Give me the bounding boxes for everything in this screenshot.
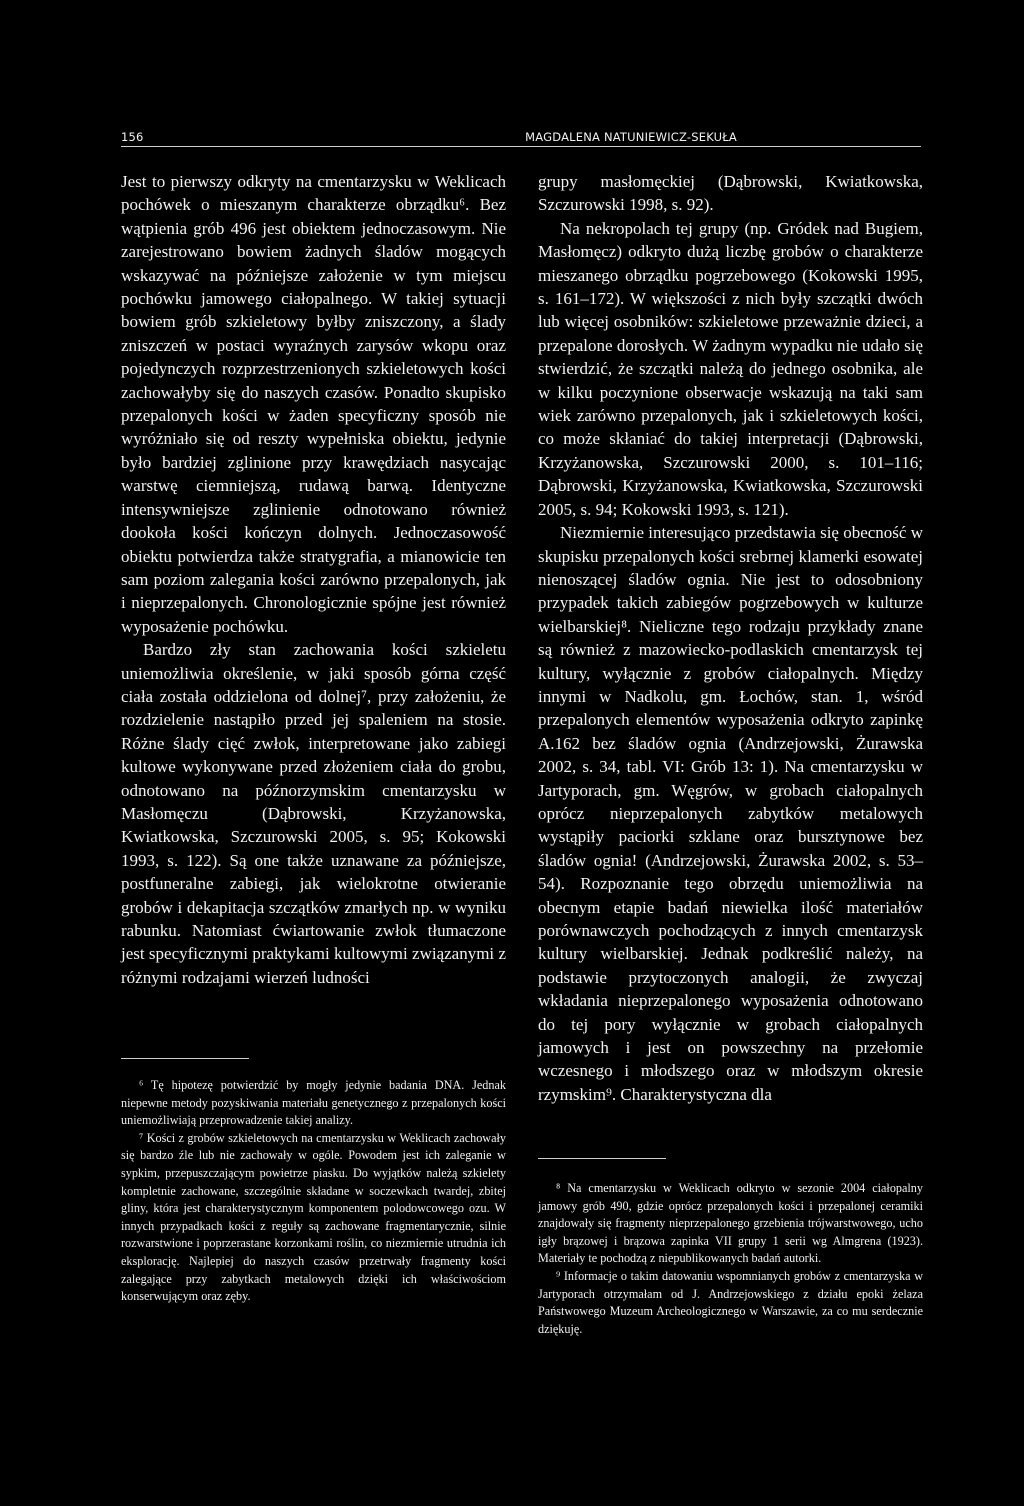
paragraph: Jest to pierwszy odkryty na cmentarzysku w Weklicach pochówek o mieszanym charakterze obrządku⁶. Bez wątpienia grób 496 jest obiektem jednoczasowym. Nie zarejestrowano bowiem żadnych śladów mogących wskazywać na późniejsze założenie w tym miejscu pochówku jamowego ciałopalnego. W takiej sytuacji bowiem grób szkieletowy byłby zniszczony, a ślady zniszczeń w postaci wyraźnych zarysów wkopu oraz pojedynczych rozprzestrzenionych szkieletowych kości zachowałyby się do naszych czasów. Ponadto skupisko przepalonych kości w żaden specyficzny sposób nie wyróżniało się od reszty wypełniska obiektu, jedynie było bardziej zglinione przy krawędziach nasycając warstwę ciemniejszą, rudawą barwą. Identyczne intensywniejsze zglinienie odnotowano również dookoła kości kończyn dolnych. Jednoczasowość obiektu potwierdza także stratygrafia, a mianowicie ten sam poziom zalegania kości zarówno przepalonych, jak i nieprzepalonych. Chronologicznie spójne jest również wyposażenie pochówku.: [121, 172, 506, 636]
header-rule: [121, 146, 921, 147]
left-column: [121, 170, 506, 989]
paragraph: Na nekropolach tej grupy (np. Gródek nad Bugiem, Masłomęcz) odkryto dużą liczbę grobów o charakterze mieszanego obrządku pogrzebowego (Kokowski 1995, s. 161–172). W większości z nich były szczątki dwóch lub więcej osobników: szkieletowe przeważnie dzieci, a przepalone dorosłych. W żadnym wypadku nie udało się stwierdzić, że szczątki należą do jednego osobnika, ale w kilku poczynione obserwacje wskazują na taki sam wiek zarówno przepalonych, jak i szkieletowych kości, co może skłaniać do takiej interpretacji (Dąbrowski, Krzyżanowska, Szczurowski 2000, s. 101–116; Dąbrowski, Krzyżanowska, Kwiatkowska, Szczurowski 2005, s. 94; Kokowski 1993, s. 121).: [538, 218, 923, 519]
page-header: [121, 124, 921, 148]
footnote-rule: [121, 1058, 249, 1059]
paragraph: grupy masłomęckiej (Dąbrowski, Kwiatkowska, Szczurowski 1998, s. 92).: [538, 172, 923, 215]
paragraph: Niezmiernie interesująco przedstawia się obecność w skupisku przepalonych kości srebrnej klamerki esowatej nienoszącej śladów ognia. Nie jest to odosobniony przypadek takich zabiegów pogrzebowych w kulturze wielbarskiej⁸. Nieliczne tego rodzaju przykłady znane są również z mazowiecko-podlaskich cmentarzysk tej kultury, wyłącznie z grobów ciałopalnych. Między innymi w Nadkolu, gm. Łochów, stan. 1, wśród przepalonych elementów wyposażenia odkryto zapinkę A.162 bez śladów ognia (Andrzejowski, Żurawska 2002, s. 34, tabl. VI: Grób 13: 1). Na cmentarzysku w Jartyporach, gm. Węgrów, w grobach ciałopalnych oprócz nieprzepalonych zabytków metalowych wystąpiły paciorki szklane oraz bursztynowe bez śladów ognia! (Andrzejowski, Żurawska 2002, s. 53–54). Rozpoznanie tego obrzędu uniemożliwia na obecnym etapie badań niewielka ilość materiałów porównawczych pochodzących z innych cmentarzysk kultury wielbarskiej. Jednak podkreślić należy, na podstawie przytoczonych analogii, że zwyczaj wkładania nieprzepalonego wyposażenia odnotowano do tej pory wyłącznie w grobach ciałopalnych jamowych i jest on powszechny na przełomie wczesnego i młodszego oraz w młodszym okresie rzymskim⁹. Charakterystyczna dla: [538, 523, 923, 1104]
footnote: ⁷ Kości z grobów szkieletowych na cmentarzysku w Weklicach zachowały się bardzo źle lub nie zachowały w ogóle. Powodem jest ich zaleganie w sypkim, przepuszczającym powietrze piasku. Do wyjątków należą szkielety kompletnie zachowane, szczególnie składane w soczewkach twardej, zbitej gliny, która jest charakterystycznym komponentem polodowcowego ozu. W innych przypadkach kości z reguły są zachowane fragmentarycznie, silnie rozwarstwione i poprzerastane korzonkami roślin, co niezmiernie utrudnia ich eksplorację. Najlepiej do naszych czasów przetrwały fragmenty kości zalegające przy zabytkach metalowych dzięki ich właściwościom konserwującym oraz zęby.: [121, 1130, 506, 1304]
right-column: [538, 170, 923, 1106]
page-number: 156: [121, 130, 144, 144]
paragraph: Bardzo zły stan zachowania kości szkieletu uniemożliwia określenie, w jaki sposób górna część ciała została oddzielona od dolnej⁷, przy założeniu, że rozdzielenie nastąpiło przed jej spaleniem na stosie. Różne ślady cięć zwłok, interpretowane jako zabiegi kultowe wykonywane przed złożeniem ciała do grobu, odnotowano na późnorzymskim cmentarzysku w Masłomęczu (Dąbrowski, Krzyżanowska, Kwiatkowska, Szczurowski 2005, s. 95; Kokowski 1993, s. 122). Są one także uznawane za późniejsze, postfuneralne zabiegi, jak wielokrotne otwieranie grobów i dekapitacja szczątków zmarłych np. w wyniku rabunku. Natomiast ćwiartowanie zwłok tłumaczone jest specyficznymi praktykami kultowymi związanymi z różnymi rodzajami wierzeń ludności: [121, 640, 506, 987]
footnote: ⁸ Na cmentarzysku w Weklicach odkryto w sezonie 2004 ciałopalny jamowy grób 490, gdzie oprócz przepalonych kości i przepalonej ceramiki znajdowały się fragmenty nieprzepalonego grzebienia trójwarstwowego, ucho igły brązowej i brązowa zapinka VII grupy 1 serii wg Almgrena (1923). Materiały te pochodzą z niepublikowanych badań autorki.: [538, 1181, 923, 1266]
footnote: ⁶ Tę hipotezę potwierdzić by mogły jedynie badania DNA. Jednak niepewne metody pozyskiwania materiału genetycznego z przepalonych kości uniemożliwiają przeprowadzenie takiej analizy.: [121, 1078, 506, 1128]
footnotes-left: [121, 1077, 506, 1306]
running-head: MAGDALENA NATUNIEWICZ-SEKUŁA: [525, 130, 737, 144]
footnote: ⁹ Informacje o takim datowaniu wspomnianych grobów z cmentarzyska w Jartyporach otrzymałam od J. Andrzejowskiego z działu epoki żelaza Państwowego Muzeum Archeologicznego w Warszawie, za co mu serdecznie dziękuję.: [538, 1268, 923, 1336]
footnote-rule: [538, 1158, 666, 1159]
footnotes-right: [538, 1180, 923, 1338]
